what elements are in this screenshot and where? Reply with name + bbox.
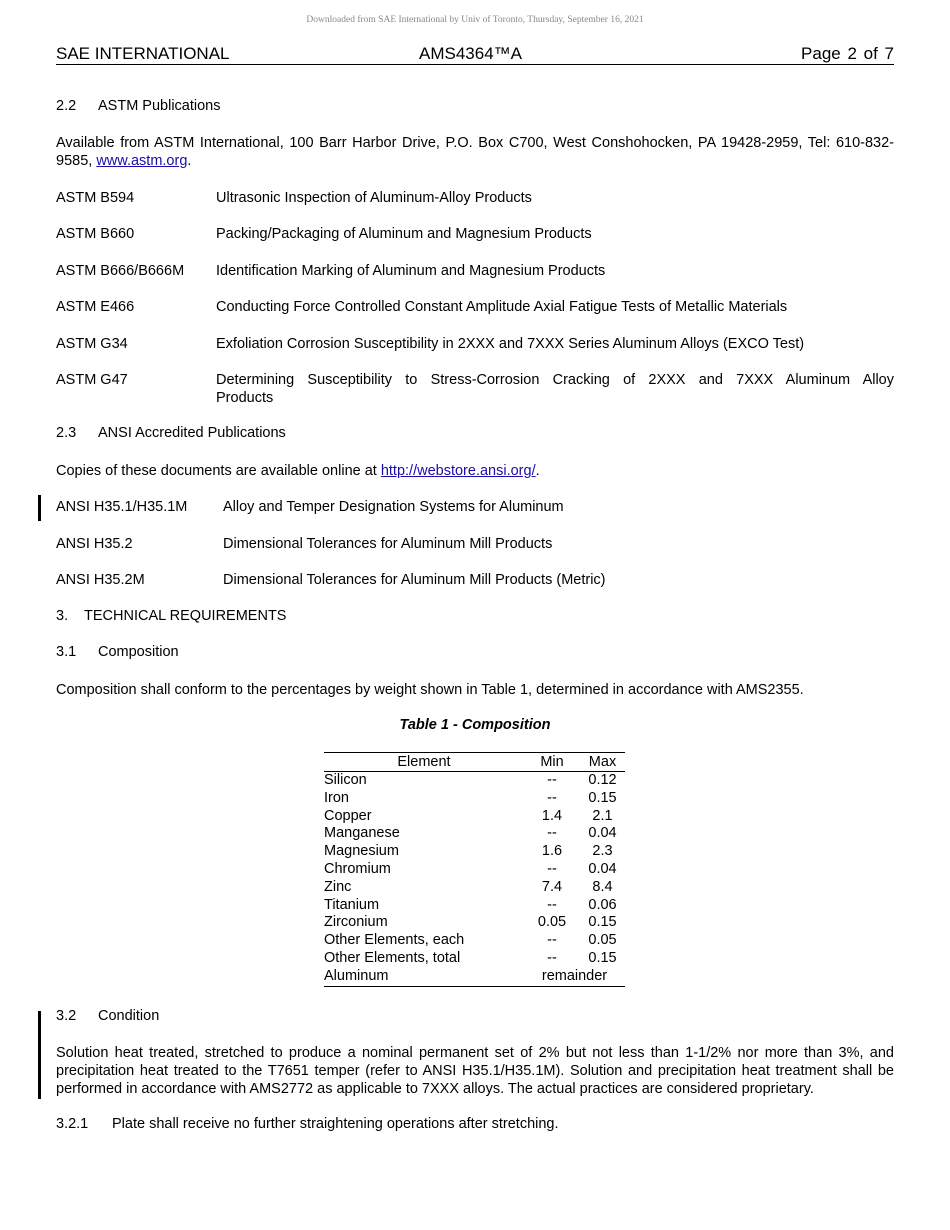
- element-cell: Other Elements, each: [324, 932, 465, 949]
- max-cell: 0.06: [588, 896, 617, 913]
- table-row: [324, 825, 625, 843]
- composition-paragraph: Composition shall conform to the percentages by weight shown in Table 1, determined in accordance with AMS2355.: [56, 682, 804, 698]
- max-cell: 0.15: [588, 914, 617, 931]
- table-row: [324, 790, 625, 808]
- reference-title: Identification Marking of Aluminum and Magnesium Products: [216, 263, 606, 279]
- min-cell: 0.05: [537, 914, 567, 931]
- min-cell: --: [547, 825, 557, 842]
- reference-code: ASTM G34: [56, 336, 128, 352]
- table-row: [324, 843, 625, 861]
- section-number: 3.: [56, 608, 69, 624]
- max-cell: 2.3: [592, 843, 613, 860]
- min-cell: 1.4: [541, 807, 563, 824]
- element-cell: Magnesium: [324, 843, 399, 860]
- element-cell: Aluminum: [324, 967, 389, 984]
- section-2-2-heading: [56, 98, 221, 114]
- reference-code: ASTM B660: [56, 226, 135, 242]
- reference-title: Conducting Force Controlled Constant Amplitude Axial Fatigue Tests of Metallic Materials: [216, 299, 788, 315]
- section-title: ANSI Accredited Publications: [98, 425, 286, 441]
- astm-website-link[interactable]: www.astm.org: [96, 153, 188, 169]
- min-cell: 7.4: [541, 878, 563, 895]
- element-cell: Zirconium: [324, 914, 388, 931]
- table-row: [324, 897, 625, 915]
- reference-title: Alloy and Temper Designation Systems for Aluminum: [223, 499, 564, 515]
- reference-code: ANSI H35.2: [56, 536, 133, 552]
- min-cell: --: [547, 789, 557, 806]
- section-3-heading: [56, 608, 286, 624]
- table-caption: Table 1 - Composition: [399, 717, 551, 733]
- remainder-cell: remainder: [541, 967, 608, 984]
- section-number: 2.2: [56, 98, 77, 114]
- element-cell: Iron: [324, 789, 349, 806]
- table-row: [324, 772, 625, 790]
- column-header-element: Element: [397, 754, 451, 770]
- revision-change-bar: [38, 495, 41, 521]
- table-row: [324, 950, 625, 968]
- reference-title-continued: Products: [216, 390, 274, 406]
- min-cell: --: [547, 772, 557, 788]
- max-cell: 0.15: [588, 949, 617, 966]
- element-cell: Manganese: [324, 825, 400, 842]
- max-cell: 0.15: [588, 789, 617, 806]
- section-3-1-heading: [56, 644, 179, 660]
- composition-table: [324, 752, 625, 987]
- reference-title: Determining Susceptibility to Stress-Corrosion Cracking of 2XXX and 7XXX Aluminum Alloy: [216, 372, 894, 388]
- table-row: [324, 808, 625, 826]
- reference-code: ASTM E466: [56, 299, 135, 315]
- min-cell: --: [547, 896, 557, 913]
- sentence-end: .: [535, 463, 540, 479]
- max-cell: 0.04: [588, 825, 617, 842]
- condition-paragraph: Solution heat treated, stretched to produce a nominal permanent set of 2% but not less than 1-1/2% nor more than 3%, and precipitation heat treated to the T7651 temper (refer to ANSI H35.1/H35.1M). Solution and precipitation heat treatment shall be performed in accordance with AMS2772 as applicable to 7XXX alloys. The actual practices are considered proprietary.: [56, 1045, 894, 1097]
- section-number: 3.2.1: [56, 1116, 89, 1132]
- header-page-number: Page 2 of 7: [801, 44, 894, 63]
- reference-title: Dimensional Tolerances for Aluminum Mill Products: [223, 536, 553, 552]
- max-cell: 0.04: [588, 860, 617, 877]
- min-cell: --: [547, 949, 557, 966]
- element-cell: Other Elements, total: [324, 949, 461, 966]
- section-title: ASTM Publications: [98, 98, 221, 114]
- section-3-2-heading: [56, 1008, 159, 1024]
- table-row: [324, 861, 625, 879]
- element-cell: Copper: [324, 807, 372, 824]
- table-row: [324, 932, 625, 950]
- table-row: [324, 914, 625, 932]
- max-cell: 0.12: [588, 772, 617, 788]
- ansi-webstore-link[interactable]: http://webstore.ansi.org/: [380, 463, 536, 479]
- reference-code: ANSI H35.2M: [56, 572, 145, 588]
- section-number: 3.2: [56, 1008, 77, 1024]
- section-number: 3.1: [56, 644, 77, 660]
- element-cell: Chromium: [324, 860, 391, 877]
- section-title: Composition: [98, 644, 179, 660]
- max-cell: 0.05: [588, 932, 617, 949]
- sentence-end: .: [187, 153, 192, 169]
- reference-code: ASTM B594: [56, 190, 135, 206]
- header-doc-id: AMS4364™A: [419, 44, 522, 63]
- max-cell: 2.1: [592, 807, 613, 824]
- element-cell: Zinc: [324, 878, 352, 895]
- section-number: 2.3: [56, 425, 77, 441]
- section-3-2-1-paragraph: [56, 1116, 559, 1132]
- reference-title: Exfoliation Corrosion Susceptibility in 2XXX and 7XXX Series Aluminum Alloys (EXCO Test): [216, 336, 805, 352]
- section-text: Plate shall receive no further straightening operations after stretching.: [112, 1116, 559, 1132]
- section-title: Condition: [98, 1008, 160, 1024]
- download-banner: Downloaded from SAE International by Univ of Toronto, Thursday, September 16, 2021: [306, 15, 644, 25]
- ansi-availability-text: Copies of these documents are available online at: [56, 463, 381, 479]
- table-row-aluminum: [324, 968, 625, 986]
- column-header-max: Max: [588, 754, 617, 770]
- reference-code: ANSI H35.1/H35.1M: [56, 499, 188, 515]
- table-header-row: [324, 753, 625, 772]
- astm-availability-text: Available from ASTM International, 100 Barr Harbor Drive, P.O. Box C700, West Conshohocken, PA 19428-2959, Tel: 610-832-9585,: [56, 135, 894, 169]
- reference-title: Ultrasonic Inspection of Aluminum-Alloy Products: [216, 190, 532, 206]
- element-cell: Titanium: [324, 896, 380, 913]
- min-cell: 1.6: [541, 843, 563, 860]
- reference-code: ASTM G47: [56, 372, 128, 388]
- revision-change-bar: [38, 1011, 41, 1099]
- ansi-availability-paragraph: [56, 462, 894, 480]
- section-title: TECHNICAL REQUIREMENTS: [84, 608, 287, 624]
- table-row: [324, 879, 625, 897]
- column-header-min: Min: [540, 754, 564, 770]
- reference-code: ASTM B666/B666M: [56, 263, 185, 279]
- max-cell: 8.4: [592, 878, 613, 895]
- min-cell: --: [547, 932, 557, 949]
- section-2-3-heading: [56, 425, 286, 441]
- header-org: SAE INTERNATIONAL: [56, 44, 230, 63]
- astm-availability-paragraph: [56, 134, 894, 170]
- element-cell: Silicon: [324, 772, 367, 788]
- reference-title: Dimensional Tolerances for Aluminum Mill Products (Metric): [223, 572, 606, 588]
- reference-title: Packing/Packaging of Aluminum and Magnesium Products: [216, 226, 592, 242]
- page-header: [56, 44, 894, 65]
- min-cell: --: [547, 860, 557, 877]
